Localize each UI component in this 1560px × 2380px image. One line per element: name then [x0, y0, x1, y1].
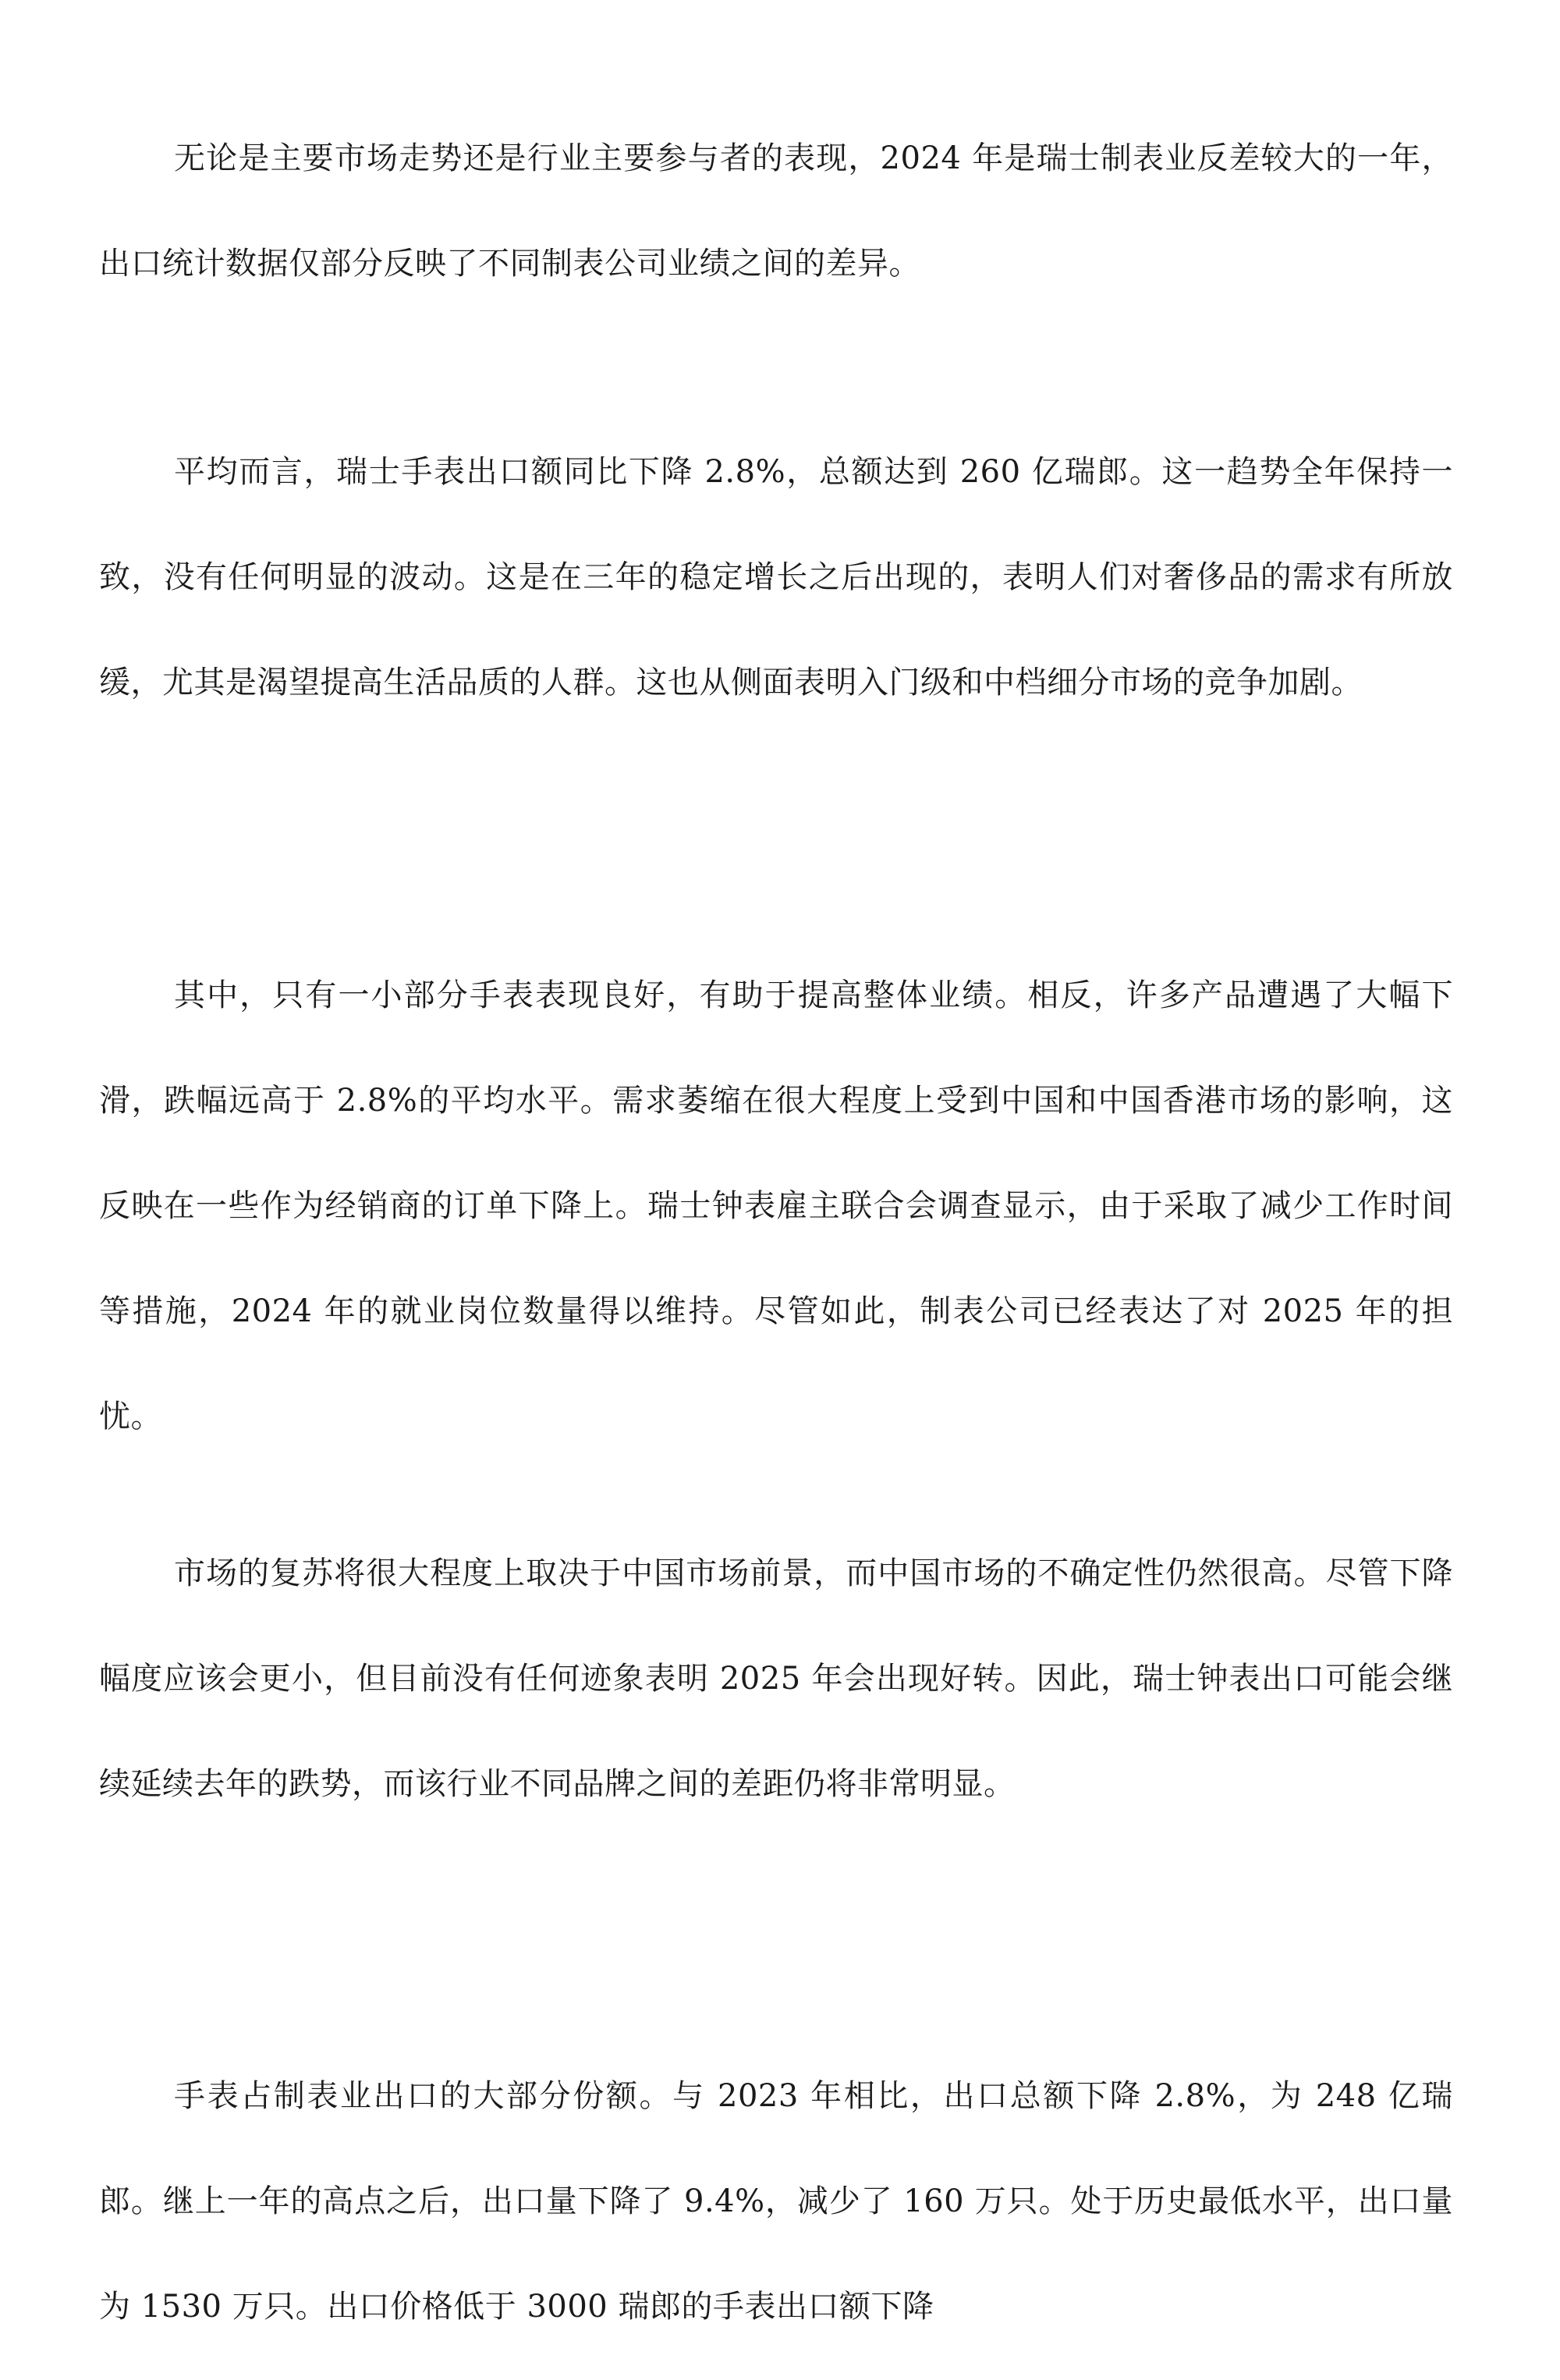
paragraph-1: 无论是主要市场走势还是行业主要参与者的表现，2024 年是瑞士制表业反差较大的一年，出口统计数据仅部分反映了不同制表公司业绩之间的差异。 — [99, 140, 1453, 282]
paragraph-2: 平均而言，瑞士手表出口额同比下降 2.8%，总额达到 260 亿瑞郎。这一趋势全年保持一致，没有任何明显的波动。这是在三年的稳定增长之后出现的，表明人们对奢侈品的需求有所放缓，尤其是渴望提高生活品质的人群。这也从侧面表明入门级和中档细分市场的竞争加剧。 — [99, 454, 1453, 701]
paragraph-4: 市场的复苏将很大程度上取决于中国市场前景，而中国市场的不确定性仍然很高。尽管下降幅度应该会更小，但目前没有任何迹象表明 2025 年会出现好转。因此，瑞士钟表出口可能会继续延续去年的跌势，而该行业不同品牌之间的差距仍将非常明显。 — [99, 1555, 1453, 1802]
paragraph-5: 手表占制表业出口的大部分份额。与 2023 年相比，出口总额下降 2.8%，为 248 亿瑞郎。继上一年的高点之后，出口量下降了 9.4%，减少了 160 万只。处于历史最低水平，出口量为 1530 万只。出口价格低于 3000 瑞郎的手表出口额下降 — [99, 2078, 1453, 2325]
paragraph-3: 其中，只有一小部分手表表现良好，有助于提高整体业绩。相反，许多产品遭遇了大幅下滑，跌幅远高于 2.8%的平均水平。需求萎缩在很大程度上受到中国和中国香港市场的影响，这反映在一些作为经销商的订单下降上。瑞士钟表雇主联合会调查显示，由于采取了减少工作时间等措施，2024 年的就业岗位数量得以维持。尽管如此，制表公司已经表达了对 2025 年的担忧。 — [99, 977, 1453, 1435]
